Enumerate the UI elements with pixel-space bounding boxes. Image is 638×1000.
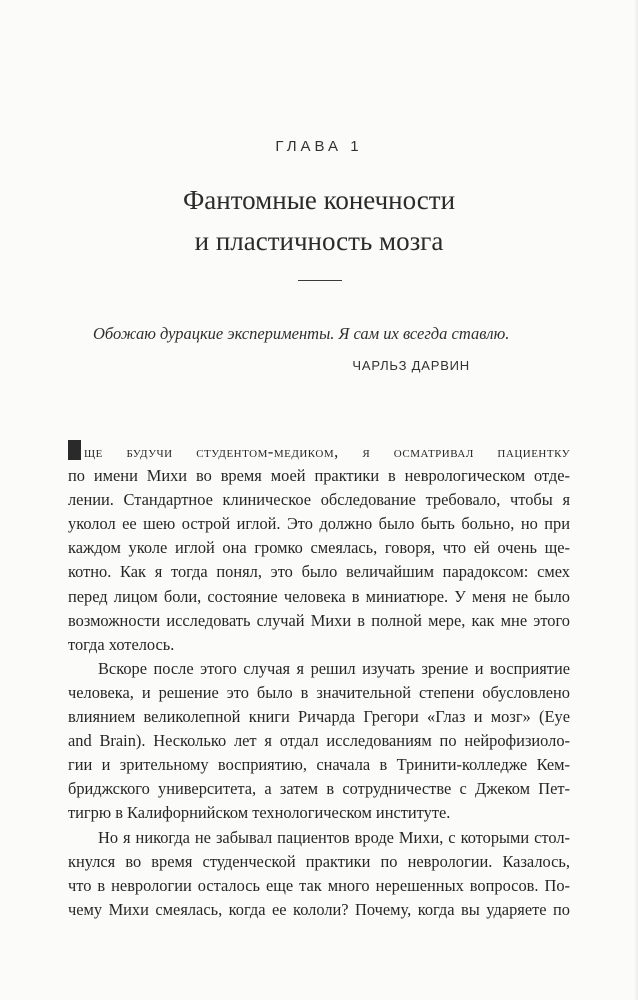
paragraph-2 [68, 657, 570, 826]
paragraph-line: and Brain). Несколько лет я отдал исследованиям по нейрофизиоло- [68, 731, 570, 751]
paragraph-line: тигрю в Калифорнийском технологическом институте. [68, 803, 451, 823]
paragraph-line: тогда хотелось. [68, 634, 175, 654]
paragraph-line: возможности исследовать случай Михи в полной мере, как мне этого [68, 610, 570, 630]
paragraph-line: перед лицом боли, состояние человека в миниатюре. У меня не было [68, 586, 570, 606]
paragraph-line: уколол ее шею острой иглой. Это должно было быть больно, но при [68, 514, 570, 534]
epigraph-quote: Обожаю дурацкие эксперименты. Я сам их всегда ставлю. [93, 324, 510, 343]
paragraph-line: котно. Как я тогда понял, это было величайшим парадоксом: смех [68, 562, 570, 582]
drop-cap-initial [68, 440, 81, 460]
epigraph-author: ЧАРЛЬЗ ДАРВИН [352, 358, 470, 373]
paragraph-line: Но я никогда не забывал пациентов вроде Михи, с которыми стол- [98, 827, 570, 847]
paragraph-line: каждом уколе иглой она громко смеялась, говоря, что ей очень ще- [68, 538, 570, 558]
paragraph-1 [68, 440, 570, 657]
paragraph-line: чему Михи смеялась, когда ее кололи? Почему, когда вы ударяете по [68, 899, 570, 919]
paragraph-line [68, 440, 570, 464]
paragraph-line: влиянием великолепной книги Ричарда Грегори «Глаз и мозг» (Eye [68, 707, 570, 727]
paragraph-3 [68, 826, 570, 922]
paragraph-line: человека, и решение это было в значительной степени обусловлено [68, 682, 570, 702]
chapter-title [0, 180, 638, 262]
paragraph-line: что в неврологии осталось еще так много нерешенных вопросов. По- [68, 875, 570, 895]
paragraph-line: бриджского университета, а затем в сотрудничестве с Джеком Пет- [68, 779, 570, 799]
paragraph-line: Вскоре после этого случая я решил изучать зрение и восприятие [98, 658, 570, 678]
chapter-title-line-2: и пластичность мозга [194, 226, 444, 256]
body-text [68, 440, 570, 922]
chapter-label: ГЛАВА 1 [275, 138, 363, 155]
paragraph-line: гии и зрительному восприятию, сначала в Тринити-колледже Кем- [68, 755, 570, 775]
paragraph-line: по имени Михи во время моей практики в неврологическом отде- [68, 466, 570, 486]
chapter-title-line-1: Фантомные конечности [182, 185, 456, 215]
paragraph-line: кнулся во время студенческой практики по неврологии. Казалось, [68, 851, 570, 871]
paragraph-line: лении. Стандартное клиническое обследование требовало, чтобы я [68, 490, 570, 510]
title-divider [298, 280, 342, 281]
first-line-rest: ще будучи студентом-медиком, я осматривал пациентку [84, 442, 570, 461]
